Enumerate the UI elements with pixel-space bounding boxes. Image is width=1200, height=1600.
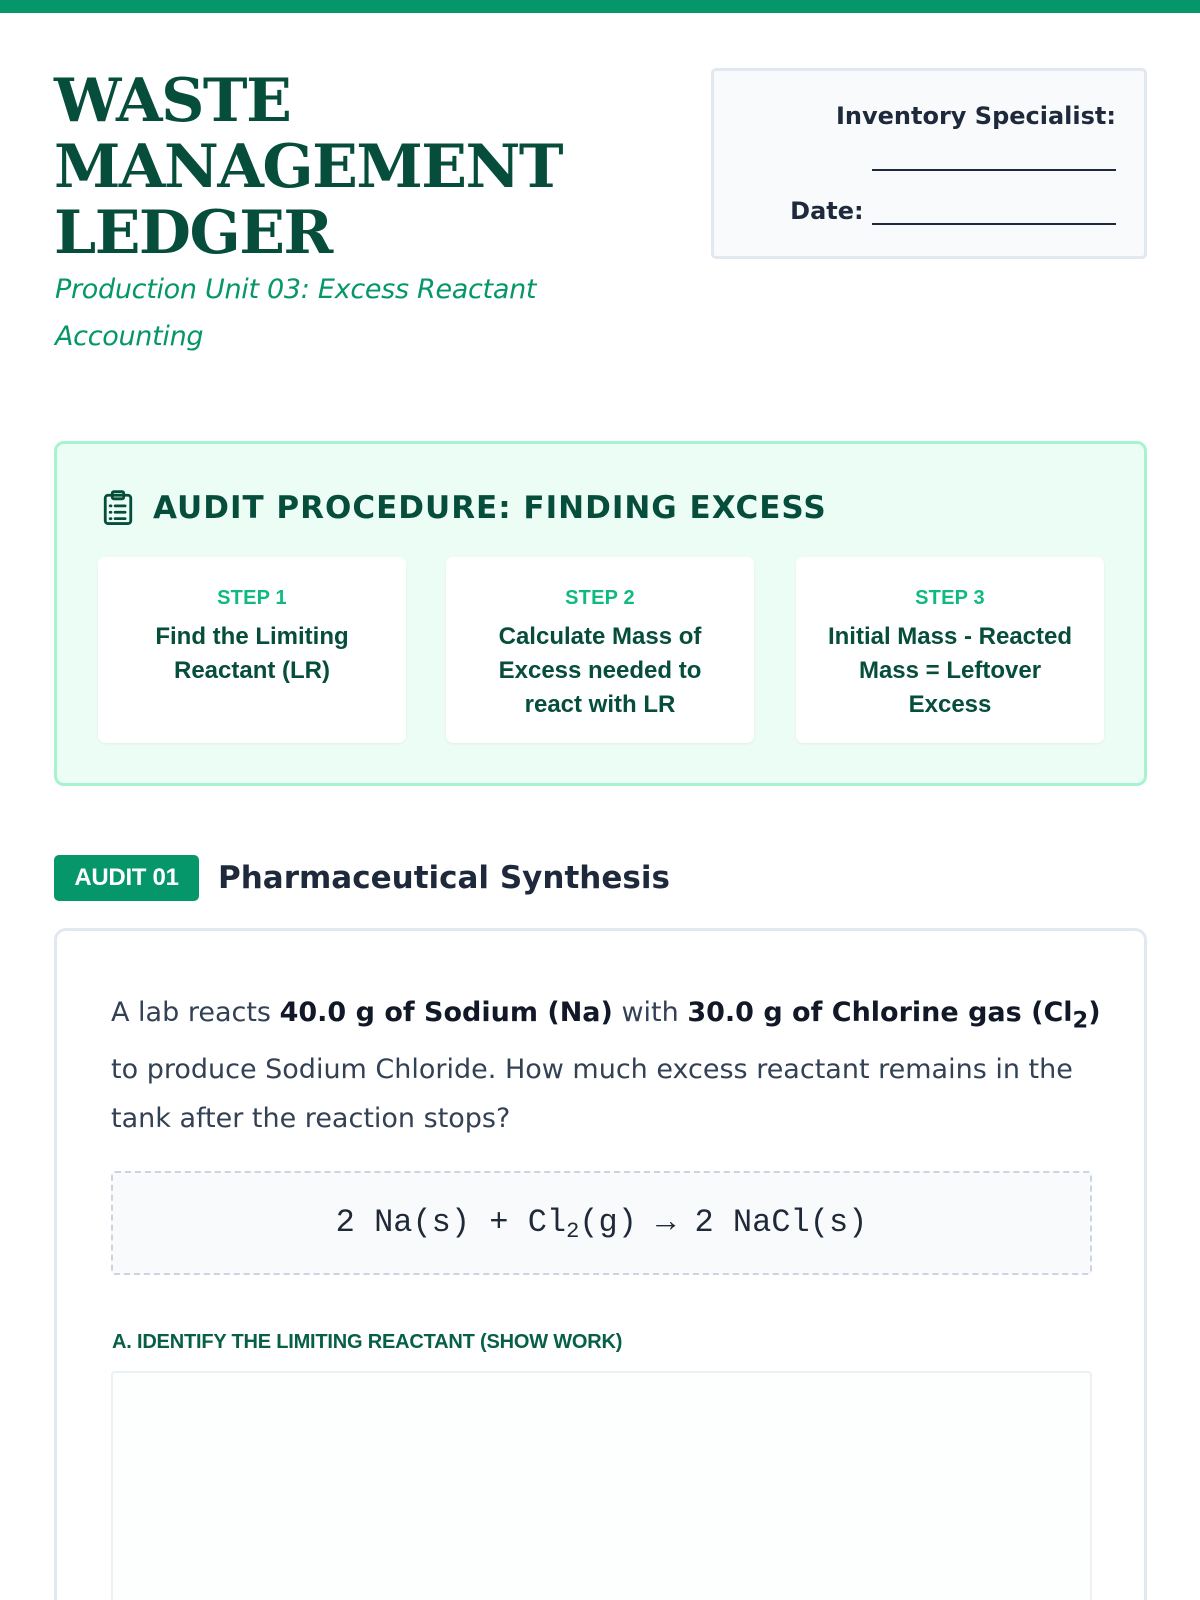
prompt-with: with bbox=[612, 997, 688, 1028]
specialist-field[interactable] bbox=[872, 141, 1116, 171]
step-text: Initial Mass - Reacted Mass = Leftover Excess bbox=[827, 623, 1073, 718]
specialist-field-row bbox=[872, 141, 1116, 171]
step-text: Calculate Mass of Excess needed to react with LR bbox=[498, 623, 702, 718]
date-field[interactable] bbox=[872, 195, 1116, 225]
equation-left: 2 Na(s) + Cl bbox=[335, 1204, 567, 1241]
specialist-label: Inventory Specialist: bbox=[835, 102, 1116, 130]
step-card-3 bbox=[796, 557, 1104, 743]
audit-badge: AUDIT 01 bbox=[54, 855, 199, 901]
top-accent-bar bbox=[0, 0, 1200, 13]
step-text: Find the Limiting Reactant (LR) bbox=[155, 623, 349, 684]
chlorine-subscript: 2 bbox=[1072, 1007, 1089, 1034]
part-a-work-area[interactable] bbox=[111, 1371, 1092, 1600]
step-label: STEP 3 bbox=[915, 587, 985, 609]
problem-statement bbox=[111, 988, 1101, 1143]
prompt-intro: A lab reacts bbox=[111, 997, 280, 1028]
prompt-rest: to produce Sodium Chloride. How much excess reactant remains in the tank after the reaction stops? bbox=[111, 1054, 1073, 1135]
step-label: STEP 2 bbox=[565, 587, 635, 609]
procedure-title: AUDIT PROCEDURE: FINDING EXCESS bbox=[153, 490, 827, 526]
step-card-2 bbox=[446, 557, 754, 743]
page-subtitle: Production Unit 03: Excess Reactant Accounting bbox=[55, 274, 537, 352]
sodium-amount: 40.0 g of Sodium (Na) bbox=[279, 997, 613, 1028]
audit-title: Pharmaceutical Synthesis bbox=[218, 860, 670, 896]
equation-right: (g) → 2 NaCl(s) bbox=[579, 1204, 868, 1241]
audit-card bbox=[54, 928, 1147, 1600]
date-label: Date: bbox=[790, 197, 864, 225]
page-title: WASTE MANAGEMENT LEDGER bbox=[54, 66, 562, 268]
chlorine-text: 30.0 g of Chlorine gas (Cl bbox=[687, 997, 1073, 1028]
audit-procedure-panel bbox=[54, 441, 1147, 786]
step-label: STEP 1 bbox=[217, 587, 287, 609]
step-card-1 bbox=[98, 557, 406, 743]
equation-subscript: 2 bbox=[566, 1219, 580, 1244]
date-row bbox=[790, 195, 1116, 225]
chlorine-close: ) bbox=[1088, 997, 1101, 1028]
chemical-equation bbox=[111, 1171, 1092, 1275]
procedure-header bbox=[101, 488, 827, 528]
signature-box bbox=[711, 68, 1147, 259]
clipboard-icon bbox=[101, 489, 135, 527]
chlorine-amount bbox=[687, 997, 1101, 1034]
part-a-label: A. IDENTIFY THE LIMITING REACTANT (SHOW WORK) bbox=[112, 1331, 623, 1353]
